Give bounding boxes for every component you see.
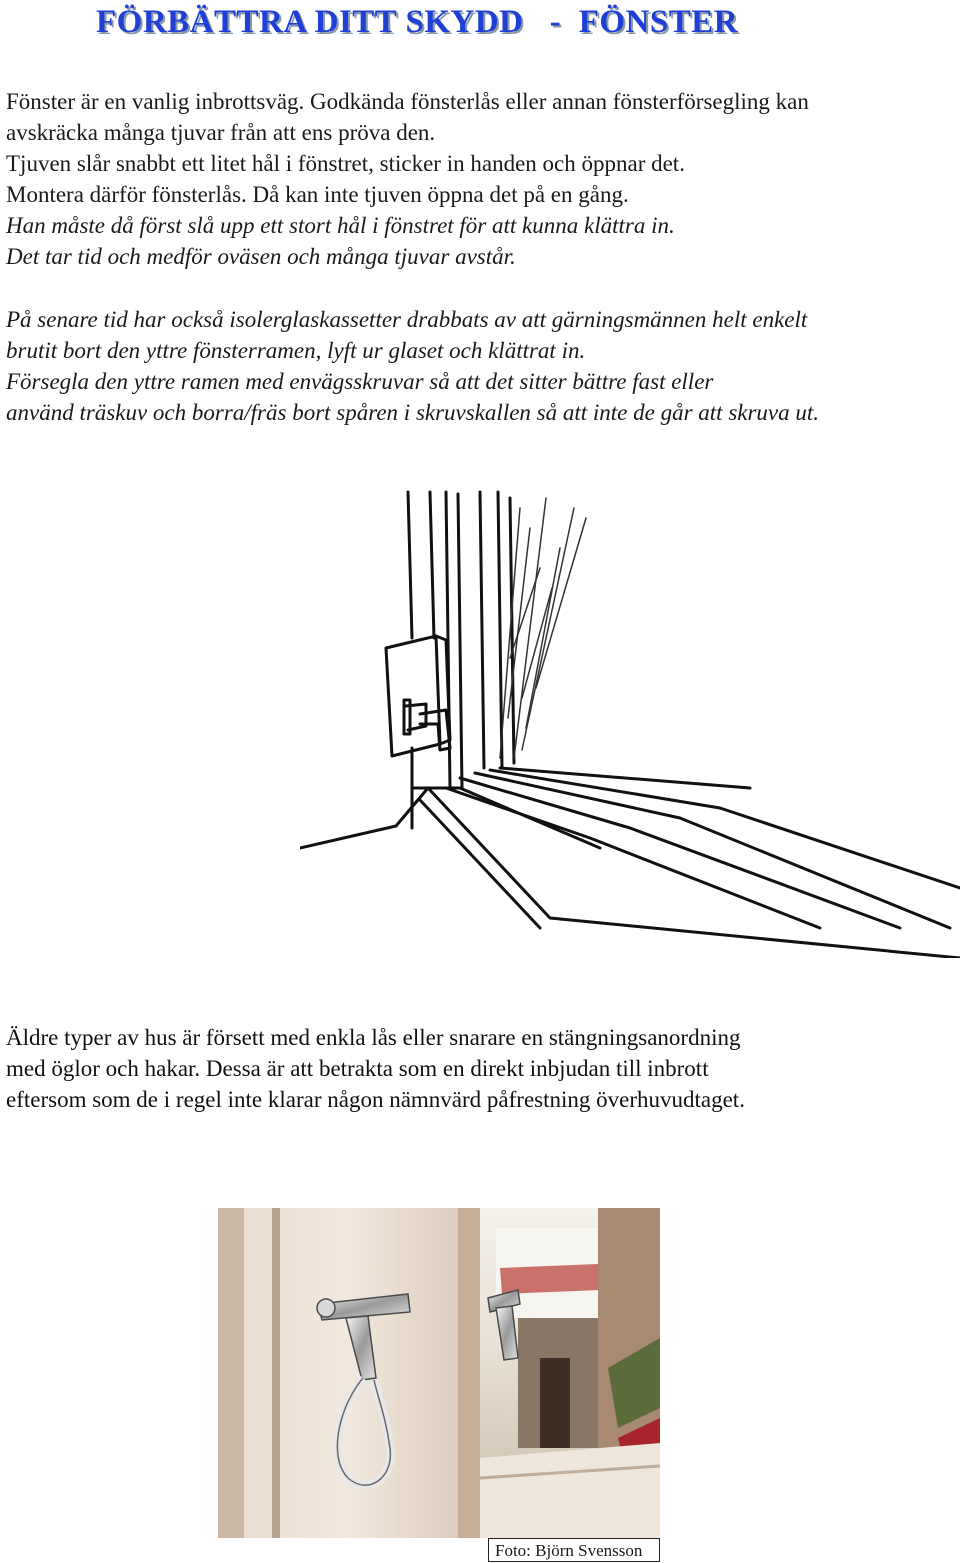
older-line: eftersom som de i regel inte klarar någon nämnvärd påfrestning överhuvudtaget. [6, 1087, 745, 1112]
window-lock-drawing [300, 488, 960, 958]
older-houses-paragraph [6, 1022, 958, 1115]
insulated-line: Försegla den yttre ramen med envägsskruvar så att det sitter bättre fast eller [6, 369, 714, 394]
older-line: Äldre typer av hus är försett med enkla lås eller snarare en stängningsanordning [6, 1025, 741, 1050]
intro-line: Det tar tid och medför oväsen och många tjuvar avstår. [6, 244, 516, 269]
intro-paragraph [6, 86, 958, 272]
insulated-line: brutit bort den yttre fönsterramen, lyft ur glaset och klättrat in. [6, 338, 586, 363]
insulated-line: På senare tid har också isolerglaskassetter drabbats av att gärningsmännen helt enkelt [6, 307, 808, 332]
page-title: FÖRBÄTTRA DITT SKYDD - FÖNSTER [96, 4, 739, 40]
intro-line: Han måste då först slå upp ett stort hål i fönstret för att kunna klättra in. [6, 213, 675, 238]
older-line: med öglor och hakar. Dessa är att betrakta som en direkt inbjudan till inbrott [6, 1056, 709, 1081]
intro-line: Montera därför fönsterlås. Då kan inte tjuven öppna det på en gång. [6, 182, 629, 207]
window-latch-photo [218, 1208, 660, 1538]
photo-caption: Foto: Björn Svensson [488, 1538, 660, 1562]
intro-line: Fönster är en vanlig inbrottsväg. Godkända fönsterlås eller annan fönsterförsegling kan [6, 89, 809, 114]
intro-line: avskräcka många tjuvar från att ens pröva den. [6, 120, 436, 145]
insulated-line: använd träskuv och borra/fräs bort spåren i skruvskallen så att inte de går att skruva ut. [6, 400, 820, 425]
intro-line: Tjuven slår snabbt ett litet hål i fönstret, sticker in handen och öppnar det. [6, 151, 685, 176]
insulated-glass-paragraph [6, 304, 958, 428]
